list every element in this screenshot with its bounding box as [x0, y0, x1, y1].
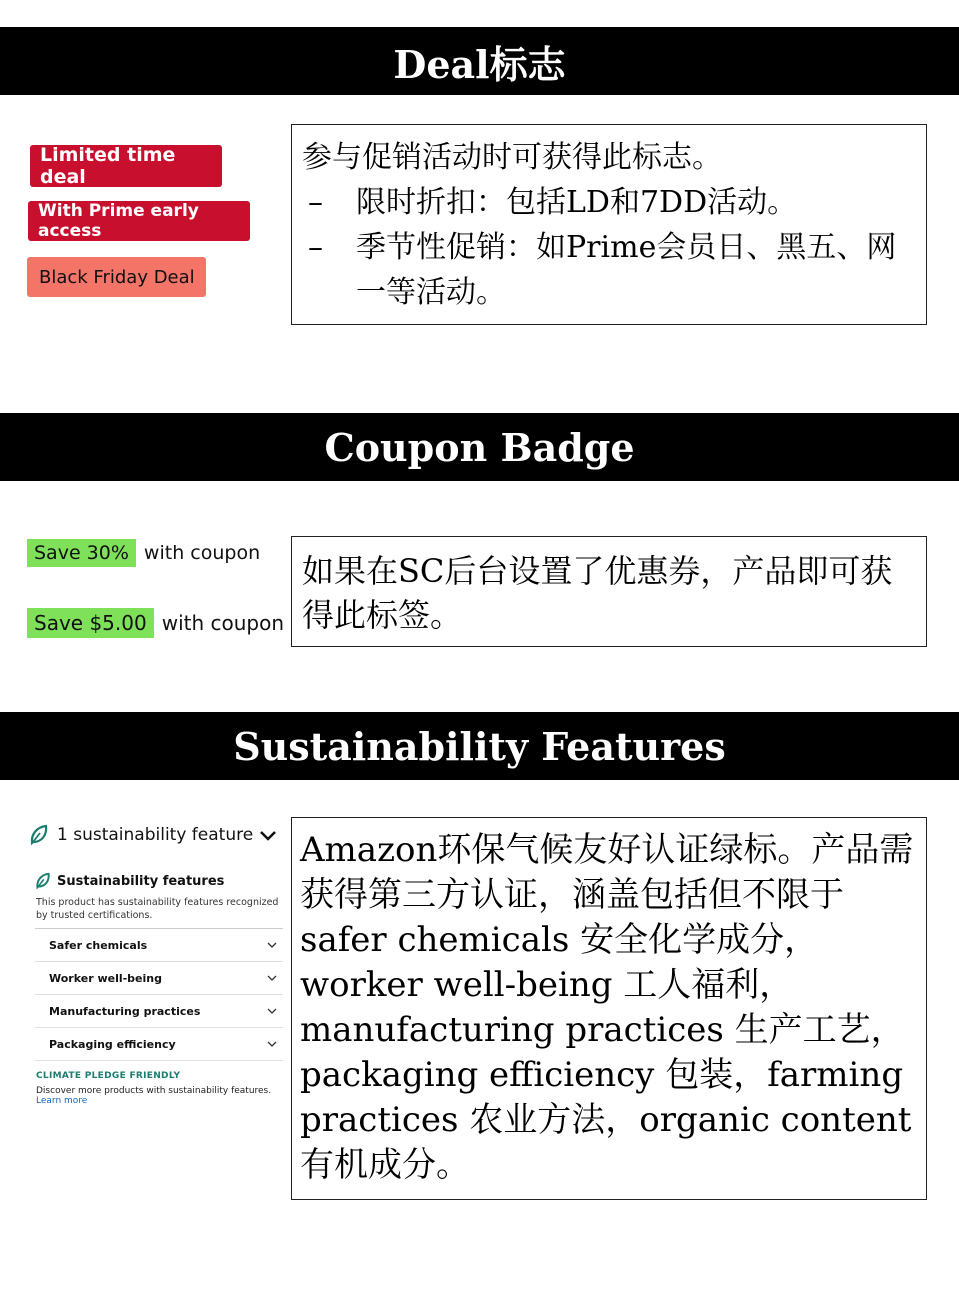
coupon-suffix: with coupon	[143, 542, 261, 564]
deal-description-box	[291, 124, 927, 325]
deal-bullet-text: 限时折扣：包括LD和7DD活动。	[356, 185, 798, 220]
sustainability-description: Amazon环保气候友好认证绿标。产品需获得第三方认证，涵盖包括但不限于safer chemicals 安全化学成分，worker well-being 工人福利，manufacturing practices 生产工艺，packaging efficiency 包装，farming practices 农业方法，organic content 有机成分。	[300, 830, 914, 1185]
sustainability-panel	[29, 818, 289, 1106]
deal-bullet	[302, 225, 918, 315]
chevron-down-icon	[267, 940, 277, 950]
sustainability-summary[interactable]	[29, 818, 289, 852]
deal-description: 参与促销活动时可获得此标志。	[302, 140, 722, 175]
sustainability-panel-title	[29, 872, 289, 890]
feature-row-safer-chemicals[interactable]	[35, 929, 283, 962]
coupon-suffix: with coupon	[161, 611, 285, 635]
coupon-badge	[27, 539, 260, 567]
leaf-icon	[35, 872, 51, 890]
bullet-dash: –	[308, 185, 323, 220]
chevron-down-icon	[259, 829, 277, 841]
deal-bullet	[302, 180, 918, 225]
prime-early-access-badge: With Prime early access	[28, 201, 250, 241]
learn-more-link[interactable]: Learn more	[36, 1096, 88, 1106]
leaf-icon	[29, 824, 49, 846]
sustainability-summary-text: 1 sustainability feature	[57, 825, 254, 845]
climate-pledge-label: CLIMATE PLEDGE FRIENDLY	[36, 1071, 181, 1081]
feature-row-packaging-efficiency[interactable]	[35, 1028, 283, 1061]
black-friday-deal-badge: Black Friday Deal	[27, 257, 206, 297]
feature-row-worker-well-being[interactable]	[35, 962, 283, 995]
coupon-badge	[27, 608, 284, 638]
feature-label: Packaging efficiency	[49, 1037, 176, 1051]
chevron-down-icon	[267, 1006, 277, 1016]
chevron-down-icon	[267, 1039, 277, 1049]
feature-label: Worker well-being	[49, 971, 162, 985]
pledge-description: Discover more products with sustainability features.	[36, 1086, 272, 1096]
bullet-dash: –	[308, 230, 323, 265]
coupon-tag: Save $5.00	[27, 608, 154, 638]
coupon-description: 如果在SC后台设置了优惠券，产品即可获得此标签。	[302, 552, 893, 634]
sustainability-section-title: Sustainability Features	[0, 712, 959, 780]
limited-time-deal-badge: Limited time deal	[30, 145, 222, 187]
feature-list	[35, 928, 283, 1061]
chevron-down-icon	[267, 973, 277, 983]
deal-section-title: Deal标志	[0, 27, 959, 95]
panel-title-text: Sustainability features	[57, 873, 225, 889]
coupon-section-title: Coupon Badge	[0, 413, 959, 481]
coupon-description-box	[291, 536, 927, 647]
coupon-tag: Save 30%	[27, 539, 136, 567]
panel-description: This product has sustainability features recognized by trusted certifications.	[36, 897, 279, 921]
deal-bullet-text: 季节性促销：如Prime会员日、黑五、网一等活动。	[356, 230, 897, 310]
feature-label: Safer chemicals	[49, 938, 148, 952]
feature-row-manufacturing-practices[interactable]	[35, 995, 283, 1028]
feature-label: Manufacturing practices	[49, 1004, 201, 1018]
sustainability-description-box	[291, 817, 927, 1200]
